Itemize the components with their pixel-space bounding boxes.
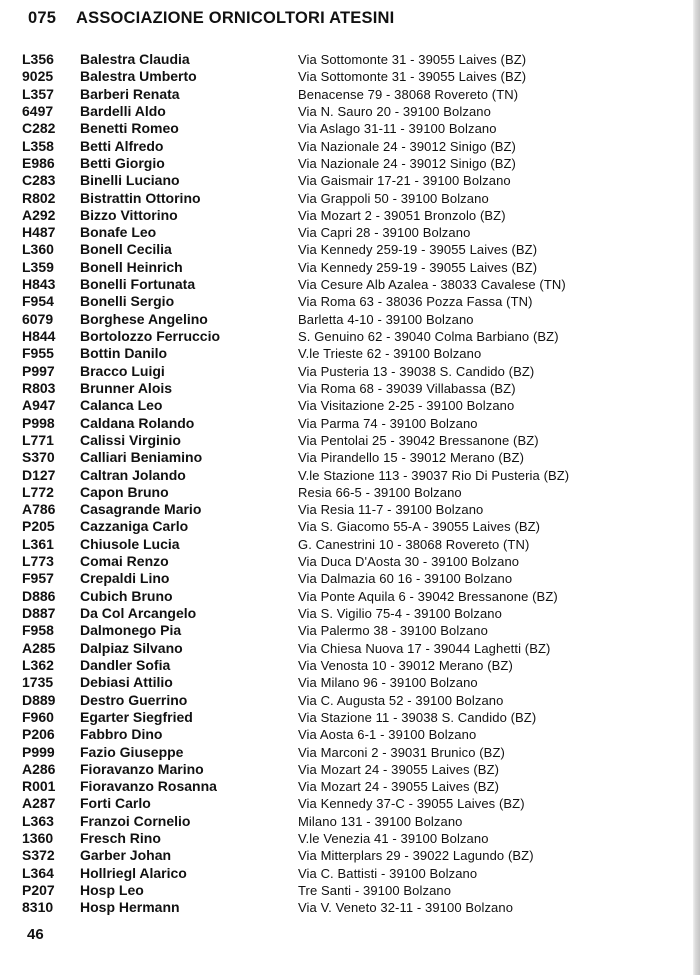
member-id: A286 bbox=[22, 760, 56, 777]
member-name: Dalpiaz Silvano bbox=[80, 639, 183, 656]
header-title: ASSOCIAZIONE ORNICOLTORI ATESINI bbox=[76, 9, 395, 27]
member-name: Bonell Cecilia bbox=[80, 241, 172, 258]
member-address: Via S. Giacomo 55-A - 39055 Laives (BZ) bbox=[298, 519, 541, 535]
member-row bbox=[22, 605, 682, 622]
member-address: Via Duca D'Aosta 30 - 39100 Bolzano bbox=[298, 554, 520, 570]
member-row bbox=[22, 501, 682, 518]
member-row bbox=[22, 241, 682, 258]
member-id: C282 bbox=[22, 120, 56, 137]
page-number: 46 bbox=[27, 926, 44, 943]
member-name: Caltran Jolando bbox=[80, 466, 186, 483]
member-name: Binelli Luciano bbox=[80, 172, 180, 189]
member-name: Crepaldi Lino bbox=[80, 570, 170, 587]
member-name: Bortolozzo Ferruccio bbox=[80, 328, 221, 344]
member-row bbox=[22, 363, 682, 380]
member-row bbox=[22, 778, 682, 795]
member-id: A786 bbox=[22, 501, 56, 518]
member-id: P205 bbox=[22, 518, 55, 535]
member-address: Via Capri 28 - 39100 Bolzano bbox=[298, 225, 471, 241]
member-address: Via Roma 63 - 38036 Pozza Fassa (TN) bbox=[298, 294, 533, 310]
member-name: Bistrattin Ottorino bbox=[80, 189, 201, 206]
member-id: F955 bbox=[22, 345, 54, 362]
member-address: Via Palermo 38 - 39100 Bolzano bbox=[298, 623, 488, 639]
member-id: F957 bbox=[22, 570, 54, 587]
member-id: P999 bbox=[22, 743, 55, 760]
member-row bbox=[22, 813, 682, 830]
member-name: Capon Bruno bbox=[80, 483, 169, 500]
member-id: C283 bbox=[22, 172, 56, 189]
member-name: Calanca Leo bbox=[80, 397, 163, 414]
member-row bbox=[22, 293, 682, 310]
member-id: L363 bbox=[22, 812, 54, 829]
member-address: Via Mitterplars 29 - 39022 Lagundo (BZ) bbox=[298, 848, 534, 864]
member-address: Barletta 4-10 - 39100 Bolzano bbox=[298, 311, 474, 327]
member-id: D889 bbox=[22, 691, 56, 708]
member-address: Via Aosta 6-1 - 39100 Bolzano bbox=[298, 727, 477, 743]
member-id: H487 bbox=[22, 224, 56, 241]
member-row bbox=[22, 622, 682, 639]
member-id: 8310 bbox=[22, 899, 54, 916]
member-address: Via Roma 68 - 39039 Villabassa (BZ) bbox=[298, 380, 516, 396]
member-row bbox=[22, 709, 682, 726]
member-row bbox=[22, 138, 682, 155]
member-name: Bottin Danilo bbox=[80, 345, 168, 362]
member-id: L359 bbox=[22, 258, 54, 275]
member-id: 1735 bbox=[22, 674, 54, 691]
member-id: P206 bbox=[22, 726, 55, 743]
member-name: Chiusole Lucia bbox=[80, 535, 180, 552]
member-row bbox=[22, 415, 682, 432]
member-row bbox=[22, 536, 682, 553]
member-address: Tre Santi - 39100 Bolzano bbox=[298, 883, 452, 898]
member-address: Via Marconi 2 - 39031 Brunico (BZ) bbox=[298, 744, 505, 760]
member-address: Via Cesure Alb Azalea - 38033 Cavalese (TN) bbox=[298, 277, 566, 293]
member-row bbox=[22, 172, 682, 189]
member-name: Destro Guerrino bbox=[80, 691, 188, 708]
member-id: L356 bbox=[22, 51, 54, 67]
member-id: A947 bbox=[22, 397, 56, 414]
member-row bbox=[22, 570, 682, 587]
member-name: Barberi Renata bbox=[80, 85, 180, 102]
member-address: Via Pusteria 13 - 39038 S. Candido (BZ) bbox=[298, 363, 535, 379]
member-row bbox=[22, 207, 682, 224]
member-row bbox=[22, 553, 682, 570]
member-row bbox=[22, 103, 682, 120]
member-row bbox=[22, 674, 682, 691]
page-edge bbox=[693, 0, 700, 975]
member-id: L358 bbox=[22, 137, 54, 154]
member-row bbox=[22, 276, 682, 293]
member-name: Fresch Rino bbox=[80, 830, 161, 847]
member-id: H843 bbox=[22, 276, 56, 293]
member-id: P207 bbox=[22, 882, 55, 898]
member-name: Franzoi Cornelio bbox=[80, 812, 191, 829]
member-id: D886 bbox=[22, 587, 56, 604]
member-row bbox=[22, 120, 682, 137]
member-address: V.le Stazione 113 - 39037 Rio Di Pusteria (BZ) bbox=[298, 467, 570, 483]
member-name: Dalmonego Pia bbox=[80, 622, 182, 639]
member-address: Via Venosta 10 - 39012 Merano (BZ) bbox=[298, 657, 513, 673]
member-address: Via N. Sauro 20 - 39100 Bolzano bbox=[298, 103, 491, 119]
member-name: Brunner Alois bbox=[80, 379, 173, 396]
member-row bbox=[22, 51, 682, 68]
member-name: Betti Alfredo bbox=[80, 137, 164, 154]
member-name: Hosp Leo bbox=[80, 882, 144, 898]
member-id: P998 bbox=[22, 414, 55, 431]
member-address: Via Aslago 31-11 - 39100 Bolzano bbox=[298, 121, 497, 137]
member-address: Via Chiesa Nuova 17 - 39044 Laghetti (BZ) bbox=[298, 640, 551, 656]
member-address: Via Kennedy 259-19 - 39055 Laives (BZ) bbox=[298, 242, 538, 258]
member-name: Casagrande Mario bbox=[80, 501, 202, 518]
member-id: L772 bbox=[22, 483, 54, 500]
member-address: S. Genuino 62 - 39040 Colma Barbiano (BZ) bbox=[298, 329, 559, 344]
member-id: 6079 bbox=[22, 310, 54, 327]
member-id: A287 bbox=[22, 795, 56, 812]
member-row bbox=[22, 432, 682, 449]
member-row bbox=[22, 865, 682, 882]
member-name: Da Col Arcangelo bbox=[80, 605, 197, 621]
member-row bbox=[22, 345, 682, 362]
member-name: Caldana Rolando bbox=[80, 414, 195, 431]
member-name: Cazzaniga Carlo bbox=[80, 518, 189, 535]
member-address: Via S. Vigilio 75-4 - 39100 Bolzano bbox=[298, 606, 502, 621]
member-id: 6497 bbox=[22, 102, 54, 119]
member-address: Via Parma 74 - 39100 Bolzano bbox=[298, 415, 478, 431]
member-name: Balestra Umberto bbox=[80, 68, 197, 85]
member-address: V.le Trieste 62 - 39100 Bolzano bbox=[298, 346, 482, 362]
header-code: 075 bbox=[28, 9, 57, 27]
member-id: 9025 bbox=[22, 68, 54, 85]
member-address: Via Sottomonte 31 - 39055 Laives (BZ) bbox=[298, 69, 527, 85]
member-id: 1360 bbox=[22, 830, 54, 847]
member-row bbox=[22, 795, 682, 812]
member-name: Fioravanzo Marino bbox=[80, 760, 204, 777]
member-row bbox=[22, 190, 682, 207]
member-row bbox=[22, 380, 682, 397]
member-id: F960 bbox=[22, 708, 54, 725]
member-name: Bonelli Sergio bbox=[80, 293, 175, 310]
member-id: D887 bbox=[22, 605, 56, 621]
member-id: S372 bbox=[22, 847, 55, 864]
member-address: Via Kennedy 37-C - 39055 Laives (BZ) bbox=[298, 796, 525, 812]
member-id: L360 bbox=[22, 241, 54, 258]
member-row bbox=[22, 899, 682, 916]
member-name: Fazio Giuseppe bbox=[80, 743, 184, 760]
member-row bbox=[22, 518, 682, 535]
member-address: Milano 131 - 39100 Bolzano bbox=[298, 813, 463, 829]
member-address: Via C. Augusta 52 - 39100 Bolzano bbox=[298, 692, 504, 708]
member-row bbox=[22, 467, 682, 484]
member-id: L357 bbox=[22, 85, 54, 102]
member-id: R802 bbox=[22, 189, 56, 206]
member-row bbox=[22, 68, 682, 85]
member-address: Via Nazionale 24 - 39012 Sinigo (BZ) bbox=[298, 138, 516, 154]
member-row bbox=[22, 86, 682, 103]
member-row bbox=[22, 155, 682, 172]
member-address: Via Resia 11-7 - 39100 Bolzano bbox=[298, 502, 484, 518]
member-name: Balestra Claudia bbox=[80, 51, 190, 67]
member-address: Via Grappoli 50 - 39100 Bolzano bbox=[298, 190, 489, 206]
member-id: D127 bbox=[22, 466, 56, 483]
member-row bbox=[22, 259, 682, 276]
member-name: Bracco Luigi bbox=[80, 362, 165, 379]
member-address: Via Mozart 24 - 39055 Laives (BZ) bbox=[298, 761, 500, 777]
member-name: Hosp Hermann bbox=[80, 899, 180, 916]
member-id: F954 bbox=[22, 293, 54, 310]
member-row bbox=[22, 328, 682, 345]
member-row bbox=[22, 761, 682, 778]
member-name: Bizzo Vittorino bbox=[80, 206, 178, 223]
member-id: L364 bbox=[22, 864, 54, 881]
member-row bbox=[22, 640, 682, 657]
member-row bbox=[22, 397, 682, 414]
member-id: L361 bbox=[22, 535, 54, 552]
member-address: Via C. Battisti - 39100 Bolzano bbox=[298, 865, 478, 881]
member-id: A292 bbox=[22, 206, 56, 223]
member-address: Benacense 79 - 38068 Rovereto (TN) bbox=[298, 86, 519, 102]
member-address: Via Gaismair 17-21 - 39100 Bolzano bbox=[298, 173, 511, 189]
member-row bbox=[22, 744, 682, 761]
member-row bbox=[22, 657, 682, 674]
member-address: Via Nazionale 24 - 39012 Sinigo (BZ) bbox=[298, 155, 516, 171]
member-name: Hollriegl Alarico bbox=[80, 864, 187, 881]
member-row bbox=[22, 692, 682, 709]
member-name: Betti Giorgio bbox=[80, 154, 165, 171]
member-address: Via Ponte Aquila 6 - 39042 Bressanone (BZ) bbox=[298, 588, 558, 604]
member-id: E986 bbox=[22, 154, 55, 171]
member-id: P997 bbox=[22, 362, 55, 379]
member-row bbox=[22, 311, 682, 328]
member-name: Benetti Romeo bbox=[80, 120, 179, 137]
member-name: Dandler Sofia bbox=[80, 656, 171, 673]
member-row bbox=[22, 847, 682, 864]
member-address: Via Visitazione 2-25 - 39100 Bolzano bbox=[298, 398, 515, 414]
member-row bbox=[22, 726, 682, 743]
member-address: Via Kennedy 259-19 - 39055 Laives (BZ) bbox=[298, 259, 538, 275]
member-name: Calliari Beniamino bbox=[80, 449, 203, 466]
member-address: G. Canestrini 10 - 38068 Rovereto (TN) bbox=[298, 536, 530, 552]
member-name: Garber Johan bbox=[80, 847, 172, 864]
member-name: Bonelli Fortunata bbox=[80, 276, 196, 293]
member-id: R803 bbox=[22, 379, 56, 396]
member-id: S370 bbox=[22, 449, 55, 466]
member-name: Borghese Angelino bbox=[80, 310, 208, 327]
member-name: Bonell Heinrich bbox=[80, 258, 183, 275]
member-name: Bonafe Leo bbox=[80, 224, 157, 241]
member-id: H844 bbox=[22, 328, 56, 344]
member-row bbox=[22, 484, 682, 501]
member-address: Via Stazione 11 - 39038 S. Candido (BZ) bbox=[298, 709, 537, 725]
member-row bbox=[22, 882, 682, 899]
member-name: Calissi Virginio bbox=[80, 431, 181, 448]
member-id: L773 bbox=[22, 553, 54, 570]
member-id: L771 bbox=[22, 431, 54, 448]
member-address: Via Mozart 2 - 39051 Bronzolo (BZ) bbox=[298, 207, 506, 223]
member-name: Egarter Siegfried bbox=[80, 708, 193, 725]
member-row bbox=[22, 449, 682, 466]
member-id: F958 bbox=[22, 622, 54, 639]
member-row bbox=[22, 224, 682, 241]
member-list bbox=[22, 51, 682, 917]
member-address: Via Dalmazia 60 16 - 39100 Bolzano bbox=[298, 571, 513, 587]
member-id: L362 bbox=[22, 656, 54, 673]
member-name: Fabbro Dino bbox=[80, 726, 163, 743]
member-address: Via Mozart 24 - 39055 Laives (BZ) bbox=[298, 779, 500, 795]
member-row bbox=[22, 588, 682, 605]
member-name: Comai Renzo bbox=[80, 553, 169, 570]
member-id: A285 bbox=[22, 639, 56, 656]
member-address: Via Sottomonte 31 - 39055 Laives (BZ) bbox=[298, 52, 527, 67]
member-name: Fioravanzo Rosanna bbox=[80, 778, 217, 795]
member-address: Resia 66-5 - 39100 Bolzano bbox=[298, 484, 462, 500]
member-address: Via V. Veneto 32-11 - 39100 Bolzano bbox=[298, 900, 514, 916]
member-name: Cubich Bruno bbox=[80, 587, 173, 604]
member-address: V.le Venezia 41 - 39100 Bolzano bbox=[298, 831, 489, 847]
member-name: Bardelli Aldo bbox=[80, 102, 166, 119]
member-address: Via Pirandello 15 - 39012 Merano (BZ) bbox=[298, 450, 525, 466]
member-id: R001 bbox=[22, 778, 56, 795]
page-header bbox=[28, 9, 394, 28]
member-row bbox=[22, 830, 682, 847]
member-address: Via Milano 96 - 39100 Bolzano bbox=[298, 675, 478, 691]
member-address: Via Pentolai 25 - 39042 Bressanone (BZ) bbox=[298, 432, 539, 448]
member-name: Forti Carlo bbox=[80, 795, 151, 812]
member-name: Debiasi Attilio bbox=[80, 674, 173, 691]
